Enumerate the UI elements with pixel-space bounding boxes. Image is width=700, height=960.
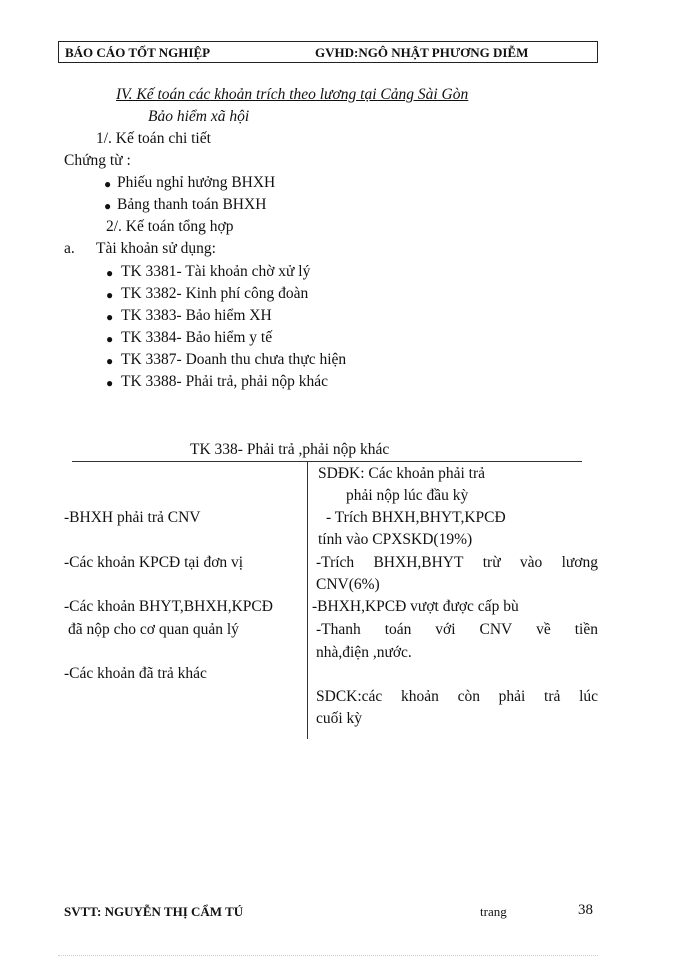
- credit-entry-cont: CNV(6%): [316, 576, 380, 593]
- credit-entry: -Trích BHXH,BHYT trừ vào lương: [316, 554, 598, 571]
- debit-line: -Các khoản BHYT,BHXH,KPCĐ: [64, 598, 273, 615]
- credit-entry-cont: nhà,điện ,nước.: [316, 644, 412, 661]
- subsection-title: Bảo hiểm xã hội: [148, 108, 250, 125]
- account-item: TK 3388- Phải trả, phải nộp khác: [121, 373, 329, 390]
- header-report-title: BÁO CÁO TỐT NGHIỆP: [65, 45, 211, 60]
- part1-title: 1/. Kế toán chi tiết: [96, 130, 211, 147]
- debit-line: -Các khoản KPCĐ tại đơn vị: [64, 554, 244, 571]
- documents-label: Chứng từ :: [64, 152, 131, 169]
- debit-line: đã nộp cho cơ quan quản lý: [68, 621, 239, 638]
- credit-opening-balance-cont: phải nộp lúc đầu kỳ: [346, 487, 469, 504]
- accounts-label: Tài khoản sử dụng:: [96, 240, 216, 257]
- credit-opening-balance: SDĐK: Các khoản phải trả: [318, 465, 486, 482]
- account-item: TK 3384- Bảo hiểm y tế: [121, 329, 273, 346]
- account-item: TK 3381- Tài khoản chờ xử lý: [121, 263, 311, 280]
- bottom-rule: [58, 955, 598, 956]
- accounts-marker: a.: [64, 240, 75, 257]
- bullet-icon: ●: [104, 199, 112, 213]
- t-account-top-rule: [72, 461, 582, 462]
- account-item: TK 3382- Kinh phí công đoàn: [121, 285, 309, 302]
- account-item: TK 3387- Doanh thu chưa thực hiện: [121, 351, 347, 368]
- bullet-icon: ●: [106, 310, 114, 324]
- debit-line: -Các khoản đã trả khác: [64, 665, 207, 682]
- bullet-icon: ●: [106, 376, 114, 390]
- debit-line: -BHXH phải trả CNV: [64, 509, 201, 526]
- credit-closing-balance-cont: cuối kỳ: [316, 710, 363, 727]
- credit-closing-balance: SDCK:các khoản còn phải trả lúc: [316, 688, 598, 705]
- bullet-icon: ●: [106, 332, 114, 346]
- account-item: TK 3383- Bảo hiểm XH: [121, 307, 272, 324]
- footer-page-label: trang: [480, 904, 507, 919]
- bullet-icon: ●: [106, 354, 114, 368]
- bullet-icon: ●: [106, 266, 114, 280]
- footer-student: SVTT: NGUYỄN THỊ CẨM TÚ: [64, 904, 244, 919]
- document-item: Phiếu nghỉ hưởng BHXH: [117, 174, 276, 191]
- credit-entry: - Trích BHXH,BHYT,KPCĐ: [326, 509, 506, 526]
- part2-title: 2/. Kế toán tổng hợp: [106, 218, 234, 235]
- credit-entry-cont: tính vào CPXSKD(19%): [318, 531, 473, 548]
- t-account-divider: [307, 461, 308, 739]
- section-title: IV. Kế toán các khoản trích theo lương tại Cảng Sài Gòn: [116, 86, 469, 103]
- bullet-icon: ●: [106, 288, 114, 302]
- t-account-title: TK 338- Phải trả ,phải nộp khác: [190, 441, 390, 458]
- credit-entry: -BHXH,KPCĐ vượt được cấp bù: [312, 598, 519, 615]
- document-item: Bảng thanh toán BHXH: [117, 196, 267, 213]
- credit-entry: -Thanh toán với CNV về tiền: [316, 621, 598, 638]
- header-advisor: GVHD:NGÔ NHẬT PHƯƠNG DIỄM: [315, 45, 529, 60]
- bullet-icon: ●: [104, 177, 112, 191]
- page-header: [58, 41, 598, 63]
- footer-page-number: 38: [578, 902, 593, 918]
